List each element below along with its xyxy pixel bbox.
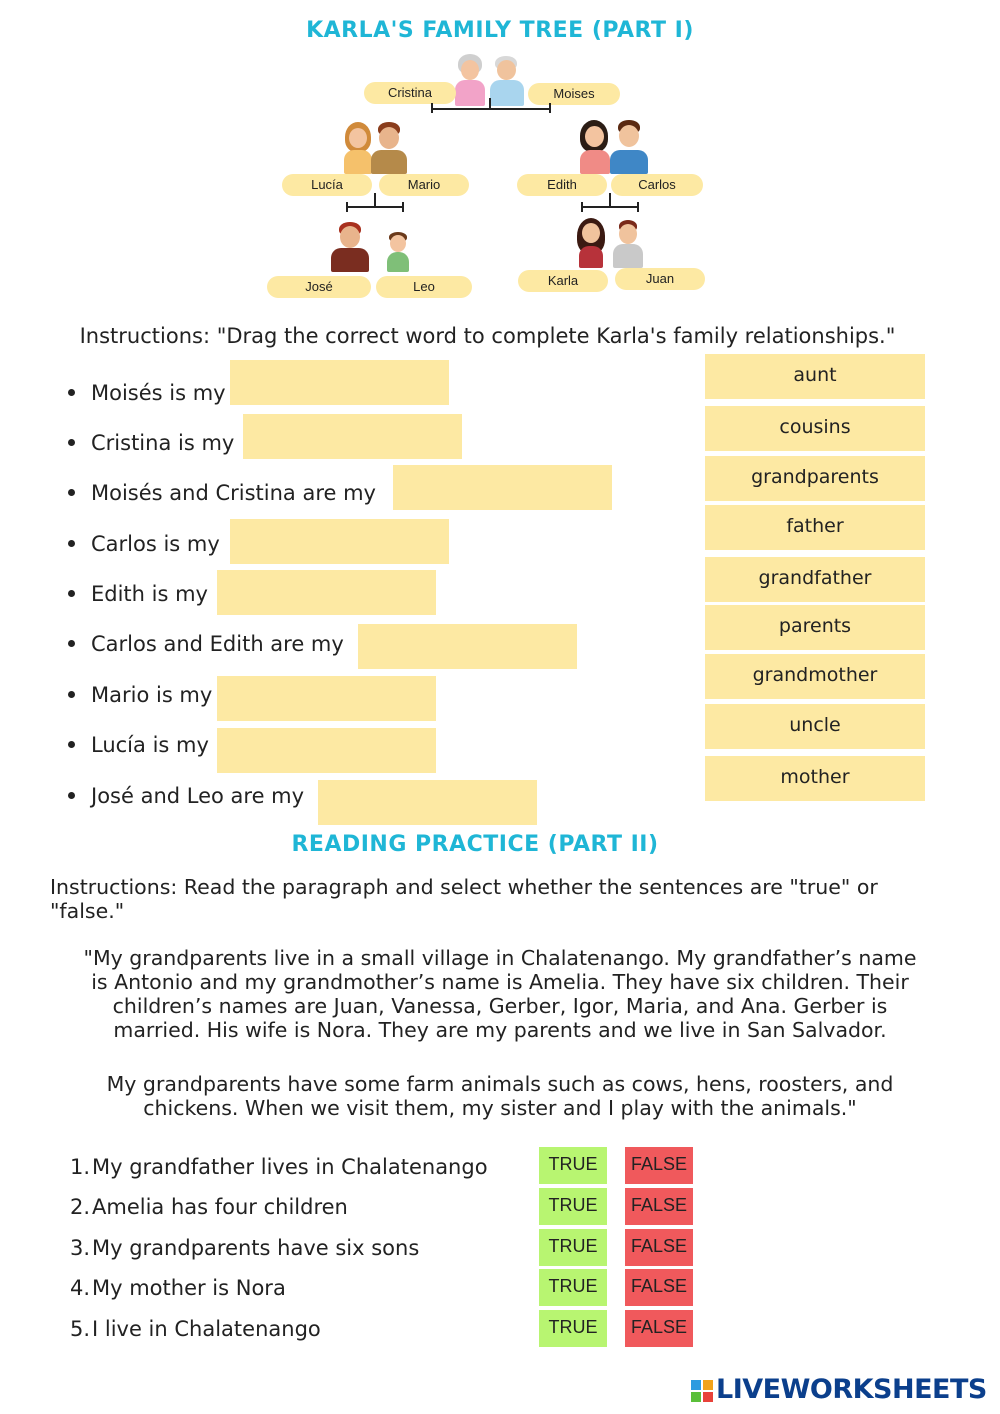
name-lucia: Lucía [282,174,372,196]
word-mother[interactable]: mother [705,756,925,801]
drop-box-6[interactable] [358,624,577,669]
drop-box-3[interactable] [393,465,612,510]
juan-figure [613,220,643,268]
mario-figure [371,122,407,174]
karla-figure [577,218,605,268]
true-button-2[interactable]: TRUE [539,1188,607,1225]
name-karla: Karla [518,270,608,292]
name-cristina: Cristina [364,82,456,104]
true-button-4[interactable]: TRUE [539,1269,607,1306]
sentence-7: Mario is my [68,672,212,718]
lucia-figure [343,122,373,174]
word-grandfather[interactable]: grandfather [705,557,925,602]
drop-box-8[interactable] [217,728,436,773]
name-edith: Edith [517,174,607,196]
leo-figure [385,232,411,272]
sentence-8: Lucía is my [68,722,209,768]
drop-box-9[interactable] [318,780,537,825]
word-grandmother[interactable]: grandmother [705,654,925,699]
liveworksheets-logo-icon [691,1380,713,1402]
question-4: 4.My mother is Nora [69,1276,286,1300]
sentence-3: Moisés and Cristina are my [68,470,376,516]
name-jose: José [267,276,371,298]
jose-figure [331,222,369,272]
drop-box-7[interactable] [217,676,436,721]
part2-instructions: Instructions: Read the paragraph and select whether the sentences are "true" or "false." [50,875,878,923]
word-parents[interactable]: parents [705,605,925,650]
question-1: 1.My grandfather lives in Chalatenango [69,1155,488,1179]
carlos-figure [610,120,648,174]
true-button-1[interactable]: TRUE [539,1147,607,1184]
question-2: 2.Amelia has four children [69,1195,348,1219]
true-button-3[interactable]: TRUE [539,1229,607,1266]
sentence-6: Carlos and Edith are my [68,621,344,667]
sentence-2: Cristina is my [68,420,234,466]
drop-box-4[interactable] [230,519,449,564]
name-leo: Leo [376,276,472,298]
drop-box-1[interactable] [230,360,449,405]
name-juan: Juan [615,268,705,290]
false-button-3[interactable]: FALSE [625,1229,693,1266]
word-aunt[interactable]: aunt [705,354,925,399]
question-5: 5.I live in Chalatenango [69,1317,321,1341]
name-mario: Mario [379,174,469,196]
false-button-1[interactable]: FALSE [625,1147,693,1184]
part2-title: READING PRACTICE (PART II) [291,832,659,857]
name-moises: Moises [528,83,620,105]
false-button-4[interactable]: FALSE [625,1269,693,1306]
question-3: 3.My grandparents have six sons [69,1236,420,1260]
grandmother-figure [455,54,487,106]
word-father[interactable]: father [705,505,925,550]
false-button-2[interactable]: FALSE [625,1188,693,1225]
sentence-9: José and Leo are my [68,773,304,819]
word-grandparents[interactable]: grandparents [705,456,925,501]
drop-box-5[interactable] [217,570,436,615]
part1-instructions: Instructions: "Drag the correct word to complete Karla's family relationships." [79,324,896,348]
name-carlos: Carlos [611,174,703,196]
sentence-1: Moisés is my [68,370,226,416]
reading-paragraph-2: My grandparents have some farm animals such as cows, hens, roosters, and chickens. When we visit them, my sister and I play with the animals." [106,1072,894,1120]
true-button-5[interactable]: TRUE [539,1310,607,1347]
word-uncle[interactable]: uncle [705,704,925,749]
reading-paragraph-1: "My grandparents live in a small village in Chalatenango. My grandfather’s name is Antonio and my grandmother’s name is Amelia. They have six children. Their children’s names are Juan, Vanessa, Gerber, Igor, Maria, and Ana. Gerber is married. His wife is Nora. They are my parents and we live in San Salvador. [83,946,917,1042]
sentence-5: Edith is my [68,571,208,617]
sentence-4: Carlos is my [68,521,220,567]
drop-box-2[interactable] [243,414,462,459]
edith-figure [578,120,612,174]
liveworksheets-logo-text: LIVEWORKSHEETS [716,1374,987,1405]
grandfather-figure [490,56,524,106]
word-cousins[interactable]: cousins [705,406,925,451]
false-button-5[interactable]: FALSE [625,1310,693,1347]
part1-title: KARLA'S FAMILY TREE (PART I) [306,18,694,43]
